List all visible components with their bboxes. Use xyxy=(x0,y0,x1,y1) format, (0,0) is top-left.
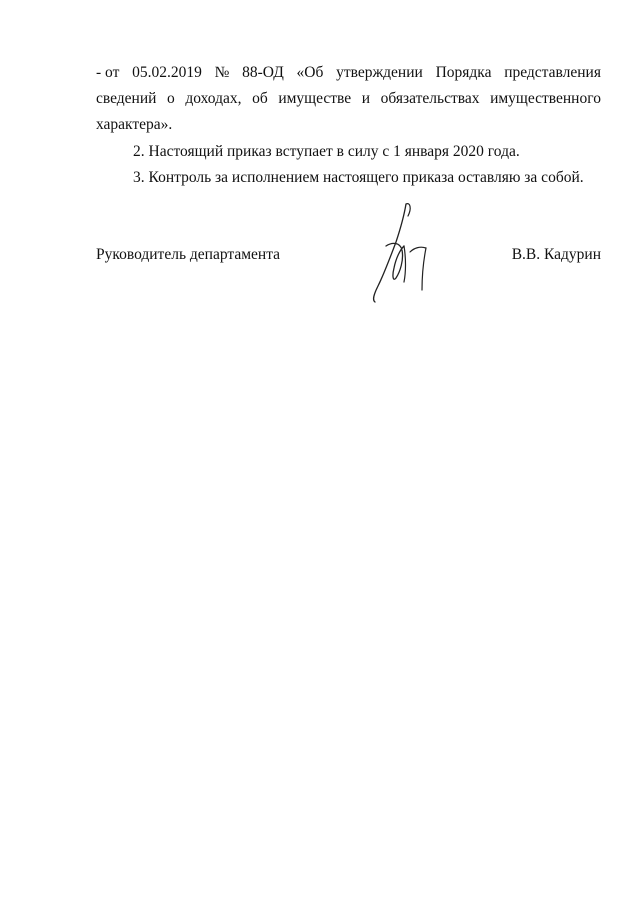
signatory-name: В.В. Кадурин xyxy=(511,246,601,263)
word: «Об xyxy=(296,64,324,81)
handwritten-signature xyxy=(360,196,440,306)
signatory-role: Руководитель департамента xyxy=(96,246,281,263)
word: № xyxy=(214,64,230,81)
word: сведений xyxy=(96,90,157,107)
word: представления xyxy=(504,64,601,81)
paragraph-line-2 xyxy=(96,86,601,112)
word: характера». xyxy=(96,116,173,133)
clause-control: 3. Контроль за исполнением настоящего приказа оставляю за собой. xyxy=(133,169,584,186)
word: Порядка xyxy=(435,64,492,81)
word: доходах, xyxy=(185,90,242,107)
word: обязательствах xyxy=(380,90,480,107)
paragraph-line-3 xyxy=(96,112,601,138)
word: имуществе xyxy=(278,90,352,107)
word: утверждении xyxy=(336,64,423,81)
word: имущественного xyxy=(490,90,601,107)
word: 88-ОД xyxy=(242,64,284,81)
paragraph-line-1 xyxy=(96,60,601,86)
clause-effective-date: 2. Настоящий приказ вступает в силу с 1 января 2020 года. xyxy=(133,143,520,160)
word: - от xyxy=(96,64,120,81)
paragraph-amendment-reference xyxy=(96,60,601,138)
word: 05.02.2019 xyxy=(132,64,202,81)
word: и xyxy=(361,90,371,107)
word: об xyxy=(252,90,268,107)
word: о xyxy=(167,90,175,107)
